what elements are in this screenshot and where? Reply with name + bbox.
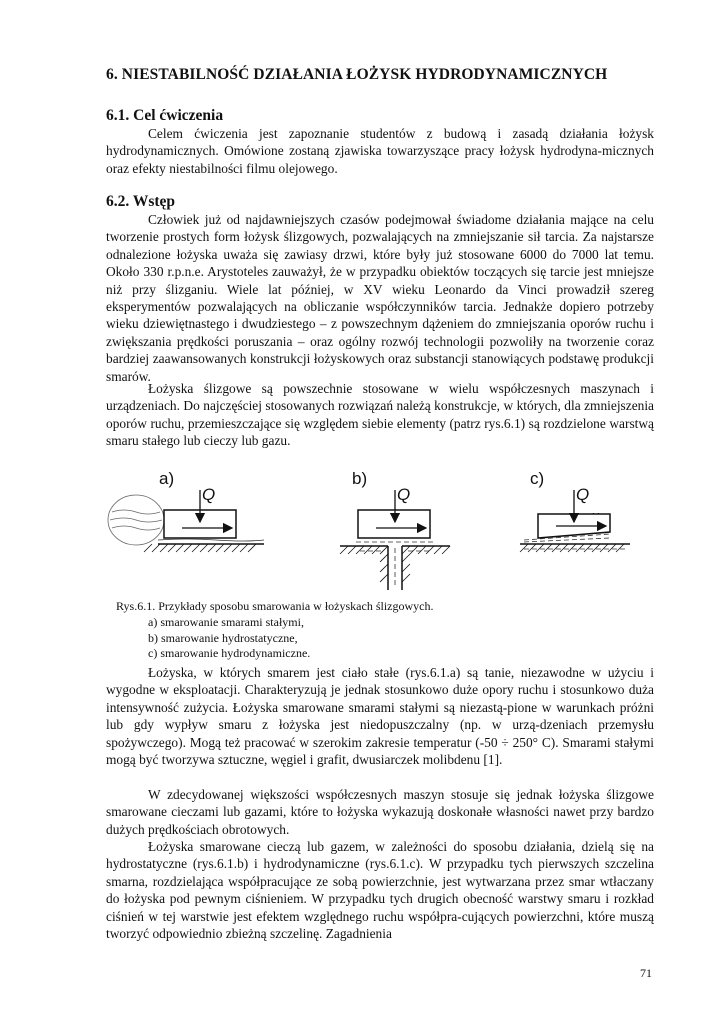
force-label-c: Q (576, 485, 590, 504)
paragraph-liquid-gas-lubricants: W zdecydowanej większości współczesnych maszyn stosuje się jednak łożyska ślizgowe smarowane cieczami lub gazami, które to łożyska wykazują doskonałe własności nawet przy bardzo dużych prędkościach obrotowych. (106, 787, 654, 837)
caption-item-c: c) smarowanie hydrodynamiczne. (148, 646, 311, 661)
caption-item-a: a) smarowanie smarami stałymi, (148, 615, 304, 629)
panel-a-solid-lubrication (108, 490, 264, 552)
section-title-wstep: 6.2. Wstęp (106, 193, 176, 210)
sliding-block-b (358, 510, 430, 538)
section-title-cel: 6.1. Cel ćwiczenia (106, 107, 224, 124)
figure-bearing-lubrication (106, 462, 654, 592)
paragraph-hydrostatic-hydrodynamic: Łożyska smarowane cieczą lub gazem, w zależności do sposobu działania, dzielą się na hydrostatyczne (rys.6.1.b) i hydrodynamiczne (rys.6.1.c). W przypadku tych pierwszych szczelina smarna, rozdzielająca współpracujące ze sobą powierzchnie, jest wytwarzana przez smar wtłaczany do łożyska pod pewnym ciśnieniem. W przypadku tych drugich obecność warstwy smaru i rozkład ciśnień w tej warstwie jest efektem względnego ruchu współpra-cujących powierzchni, które muszą tworzyć odpowiednio zbieżną szczelinę. Zagadnienia (106, 839, 654, 942)
figure-caption: Rys.6.1. Przykłady sposobu smarowania w łożyskach ślizgowych. (116, 599, 434, 613)
paragraph-wstep-2: Łożyska ślizgowe są powszechnie stosowane w wielu współczesnych maszynach i urządzeniach. Do najczęściej stosowanych rozwiązań należą konstrukcje, w których, dla zmniejszenia oporów ruchu, przemieszczające się względem siebie elementy (patrz rys.6.1) są rozdzielone warstwą smaru stałego lub cieczy lub gazu. (106, 381, 654, 449)
force-label-a: Q (202, 485, 216, 504)
figure-drawing (106, 462, 654, 592)
caption-item-b: b) smarowanie hydrostatyczne, (148, 630, 298, 645)
paragraph-cel: Celem ćwiczenia jest zapoznanie studentów z budową i zasadą działania łożysk hydrodynamicznych. Omówione zostaną zjawiska towarzyszące pracy łożysk hydrodyna-micznych oraz efekty niestabilności filmu olejowego. (106, 126, 654, 176)
paragraph-wstep-1: Człowiek już od najdawniejszych czasów podejmował świadome działania mające na celu tworzenie prostych form łożysk ślizgowych, pozwalających na zmniejszanie sił tarcia. Za najstarsze odnalezione łożyska uważa się zawiasy drzwi, które były już stosowane 6000 do 7000 lat temu. Około 330 r.p.n.e. Arystoteles zauważył, że w przypadku obiektów toczących się tarcie jest mniejsze niż przy ślizganiu. Wiele lat później, w XV wieku Leonardo da Vinci prowadził szereg eksperymentów pozwalających na obliczanie współczynników tarcia. Jednakże dopiero potrzeby wieku dziewiętnastego i dwudziestego – z powszechnym dążeniem do zmniejszania oporów ruchu i zwiększania prędkości poruszania – oraz ogólny rozwój technologii pozwoliły na tworzenie coraz bardziej zaawansowanych konstrukcji łożyskowych oraz substancji stanowiących podstawę produkcji smarów. (106, 212, 654, 384)
panel-b-hydrostatic-lubrication (340, 490, 450, 590)
panel-c-hydrodynamic-lubrication (520, 490, 630, 552)
figure-caption-items (148, 615, 310, 662)
paragraph-solid-lubricants: Łożyska, w których smarem jest ciało stałe (rys.6.1.a) są tanie, niezawodne w użyciu i wygodne w eksploatacji. Charakteryzują je jednak stosunkowo duże opory ruchu i stosunkowo duża intensywność zużycia. Łożyska smarowane smarami stałymi są niezastą-pione w warunkach próżni lub gdy wypływ smaru z łożyska jest niedopuszczalny (np. w urzą-dzeniach przemysłu spożywczego). Mogą też pracować w szerokim zakresie temperatur (-50 ÷ 250° C). Smarami stałymi mogą być tworzywa sztuczne, węgiel i grafit, dwusiarczek molibdenu [1]. (106, 665, 654, 768)
panel-label-a: a) (159, 469, 175, 488)
chapter-title: 6. NIESTABILNOŚĆ DZIAŁANIA ŁOŻYSK HYDRODYNAMICZNYCH (106, 66, 608, 83)
page-number: 71 (640, 966, 652, 980)
panel-label-c: c) (530, 469, 545, 488)
panel-label-b: b) (352, 469, 368, 488)
force-label-b: Q (397, 485, 411, 504)
